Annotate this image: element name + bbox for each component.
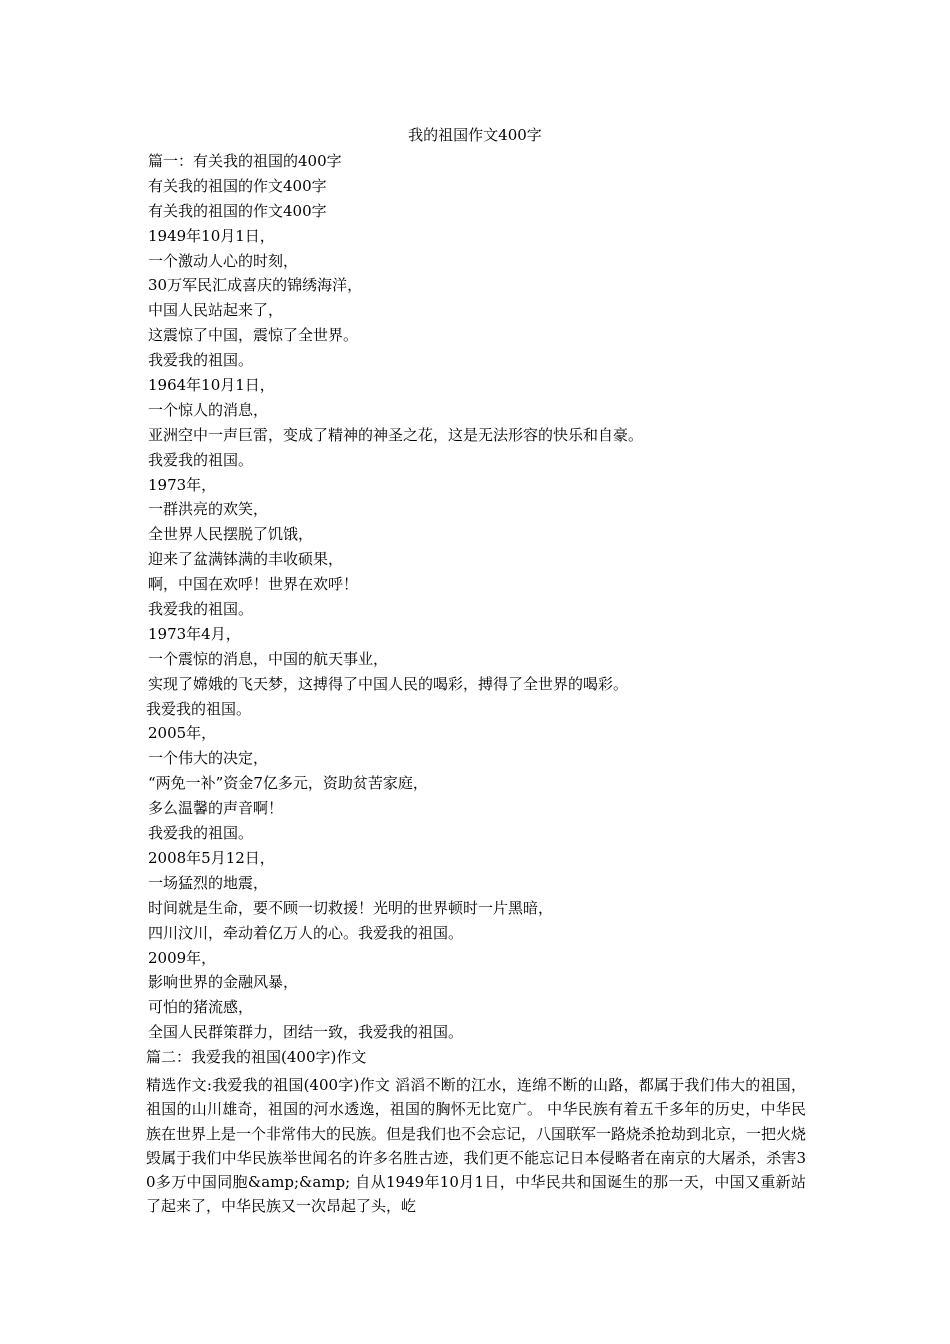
text-line: 迎来了盆满钵满的丰收硕果， bbox=[148, 550, 344, 569]
text-line: 这震惊了中国，震惊了全世界。 bbox=[148, 326, 359, 345]
text-line: 有关我的祖国的作文400字 bbox=[148, 176, 327, 195]
text-line: 我爱我的祖国。 bbox=[148, 450, 254, 469]
text-line: 实现了嫦娥的飞天梦，这搏得了中国人民的喝彩，搏得了全世界的喝彩。 bbox=[148, 674, 629, 693]
text-line: 1973年4月， bbox=[148, 624, 241, 643]
text-line: 啊，中国在欢呼！世界在欢呼！ bbox=[148, 575, 359, 594]
text-line: 2005年， bbox=[148, 724, 217, 743]
text-line: 一个激动人心的时刻， bbox=[148, 251, 299, 270]
section-heading: 篇二：我爱我的祖国(400字)作文 bbox=[146, 1048, 367, 1067]
text-line: 2008年5月12日， bbox=[148, 848, 275, 867]
text-line: 影响世界的金融风暴， bbox=[148, 973, 299, 992]
text-line: 一个惊人的消息， bbox=[148, 400, 269, 419]
document-title: 我的祖国作文400字 bbox=[408, 126, 542, 144]
text-line: “两免一补”资金7亿多元，资助贫苦家庭， bbox=[148, 774, 428, 793]
text-line: 我爱我的祖国。 bbox=[148, 824, 254, 843]
text-line: 可怕的猪流感， bbox=[148, 998, 254, 1017]
body-paragraph: 精选作文:我爱我的祖国(400字)作文 滔滔不断的江水，连绵不断的山路，都属于我们伟大的祖国，祖国的山川雄奇，祖国的河水透逸，祖国的胸怀无比宽广。 中华民族有着五千多年的历史，中华民族在世界上是一个非常伟大的民族。但是我们也不会忘记，八国联军一路烧杀抢劫到北京，一把火烧毁属于我们中华民族举世闻名的许多名胜古迹，我们更不能忘记日本侵略者在南京的大屠杀，杀害30多万中国同胞&amp;&amp; 自从1949年10月1日，中华民共和国诞生的那一天，中国又重新站了起来了，中华民族又一次昂起了头，屹 bbox=[146, 1076, 807, 1216]
text-line: 亚洲空中一声巨雷，变成了精神的神圣之花，这是无法形容的快乐和自豪。 bbox=[148, 425, 644, 444]
text-line: 2009年， bbox=[148, 948, 217, 967]
text-line: 30万军民汇成喜庆的锦绣海洋， bbox=[148, 276, 363, 295]
text-line: 一个伟大的决定， bbox=[148, 749, 269, 768]
text-line: 我爱我的祖国。 bbox=[146, 699, 252, 718]
text-line: 我爱我的祖国。 bbox=[148, 600, 254, 619]
text-line: 全世界人民摆脱了饥饿， bbox=[148, 525, 314, 544]
text-line: 1973年， bbox=[148, 475, 217, 494]
text-line: 一个震惊的消息，中国的航天事业， bbox=[148, 649, 389, 668]
text-line: 一群洪亮的欢笑， bbox=[148, 500, 269, 519]
text-line: 1949年10月1日， bbox=[148, 226, 275, 245]
text-line: 我爱我的祖国。 bbox=[148, 351, 254, 370]
text-line: 多么温馨的声音啊！ bbox=[148, 799, 284, 818]
text-line: 四川汶川，牵动着亿万人的心。我爱我的祖国。 bbox=[148, 923, 464, 942]
section-heading: 篇一：有关我的祖国的400字 bbox=[148, 152, 342, 170]
text-line: 时间就是生命，要不顾一切救援！光明的世界顿时一片黑暗， bbox=[148, 898, 554, 917]
text-line: 有关我的祖国的作文400字 bbox=[148, 201, 327, 220]
text-line: 中国人民站起来了， bbox=[148, 301, 284, 320]
text-line: 1964年10月1日， bbox=[148, 376, 275, 395]
text-line: 全国人民群策群力，团结一致，我爱我的祖国。 bbox=[148, 1023, 464, 1042]
poem-lines bbox=[146, 149, 806, 1070]
text-line: 一场猛烈的地震， bbox=[148, 873, 269, 892]
